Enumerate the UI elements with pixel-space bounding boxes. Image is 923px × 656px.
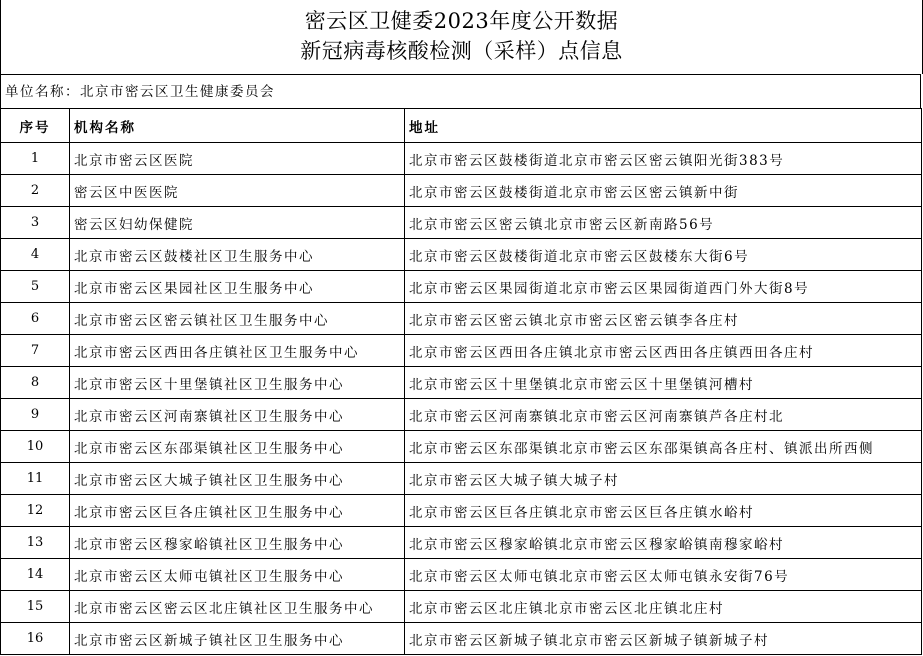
row-address: 北京市密云区东邵渠镇北京市密云区东邵渠镇高各庄村、镇派出所西侧 <box>405 431 922 463</box>
row-name: 北京市密云区大城子镇社区卫生服务中心 <box>70 463 405 495</box>
row-address: 北京市密云区密云镇北京市密云区密云镇李各庄村 <box>405 303 922 335</box>
row-address: 北京市密云区巨各庄镇北京市密云区巨各庄镇水峪村 <box>405 495 922 527</box>
sampling-sites-table <box>0 108 922 655</box>
row-no: 3 <box>1 207 70 239</box>
table-row <box>1 527 922 559</box>
row-name: 北京市密云区果园社区卫生服务中心 <box>70 271 405 303</box>
row-name: 北京市密云区河南寨镇社区卫生服务中心 <box>70 399 405 431</box>
row-no: 10 <box>1 431 70 463</box>
table-row <box>1 207 922 239</box>
unit-name: 单位名称：北京市密云区卫生健康委员会 <box>0 74 921 108</box>
row-no: 1 <box>1 143 70 175</box>
table-row <box>1 239 922 271</box>
header-address: 地址 <box>405 109 922 143</box>
table-row <box>1 623 922 655</box>
row-no: 8 <box>1 367 70 399</box>
row-name: 北京市密云区穆家峪镇社区卫生服务中心 <box>70 527 405 559</box>
table-row <box>1 335 922 367</box>
table-row <box>1 303 922 335</box>
row-address: 北京市密云区十里堡镇北京市密云区十里堡镇河槽村 <box>405 367 922 399</box>
row-address: 北京市密云区密云镇北京市密云区新南路56号 <box>405 207 922 239</box>
row-address: 北京市密云区穆家峪镇北京市密云区穆家峪镇南穆家峪村 <box>405 527 922 559</box>
table-row <box>1 463 922 495</box>
row-name: 北京市密云区东邵渠镇社区卫生服务中心 <box>70 431 405 463</box>
document-header <box>0 0 923 74</box>
row-address: 北京市密云区鼓楼街道北京市密云区密云镇阳光街383号 <box>405 143 922 175</box>
row-name: 北京市密云区西田各庄镇社区卫生服务中心 <box>70 335 405 367</box>
row-address: 北京市密云区大城子镇大城子村 <box>405 463 922 495</box>
row-no: 13 <box>1 527 70 559</box>
table-row <box>1 431 922 463</box>
row-name: 北京市密云区医院 <box>70 143 405 175</box>
title-line-1: 密云区卫健委2023年度公开数据 <box>304 9 619 33</box>
row-address: 北京市密云区太师屯镇北京市密云区太师屯镇永安街76号 <box>405 559 922 591</box>
table-row <box>1 143 922 175</box>
row-address: 北京市密云区河南寨镇北京市密云区河南寨镇芦各庄村北 <box>405 399 922 431</box>
row-address: 北京市密云区果园街道北京市密云区果园街道西门外大街8号 <box>405 271 922 303</box>
row-name: 北京市密云区十里堡镇社区卫生服务中心 <box>70 367 405 399</box>
row-name: 北京市密云区新城子镇社区卫生服务中心 <box>70 623 405 655</box>
table-row <box>1 495 922 527</box>
row-no: 9 <box>1 399 70 431</box>
row-no: 5 <box>1 271 70 303</box>
table-row <box>1 559 922 591</box>
header-name: 机构名称 <box>70 109 405 143</box>
table-header-row <box>1 109 922 143</box>
row-no: 15 <box>1 591 70 623</box>
row-address: 北京市密云区新城子镇北京市密云区新城子镇新城子村 <box>405 623 922 655</box>
row-no: 4 <box>1 239 70 271</box>
row-no: 2 <box>1 175 70 207</box>
row-name: 密云区中医医院 <box>70 175 405 207</box>
row-no: 11 <box>1 463 70 495</box>
table-row <box>1 399 922 431</box>
row-no: 6 <box>1 303 70 335</box>
row-name: 北京市密云区鼓楼社区卫生服务中心 <box>70 239 405 271</box>
row-no: 12 <box>1 495 70 527</box>
row-address: 北京市密云区北庄镇北京市密云区北庄镇北庄村 <box>405 591 922 623</box>
row-no: 14 <box>1 559 70 591</box>
row-no: 16 <box>1 623 70 655</box>
row-name: 北京市密云区密云镇社区卫生服务中心 <box>70 303 405 335</box>
table-row <box>1 367 922 399</box>
table-row <box>1 271 922 303</box>
row-no: 7 <box>1 335 70 367</box>
table-row <box>1 591 922 623</box>
row-address: 北京市密云区鼓楼街道北京市密云区密云镇新中街 <box>405 175 922 207</box>
row-name: 北京市密云区密云区北庄镇社区卫生服务中心 <box>70 591 405 623</box>
header-no: 序号 <box>1 109 70 143</box>
table-row <box>1 175 922 207</box>
row-name: 北京市密云区太师屯镇社区卫生服务中心 <box>70 559 405 591</box>
row-address: 北京市密云区鼓楼街道北京市密云区鼓楼东大街6号 <box>405 239 922 271</box>
row-name: 密云区妇幼保健院 <box>70 207 405 239</box>
row-name: 北京市密云区巨各庄镇社区卫生服务中心 <box>70 495 405 527</box>
title-line-2: 新冠病毒核酸检测（采样）点信息 <box>300 39 623 63</box>
row-address: 北京市密云区西田各庄镇北京市密云区西田各庄镇西田各庄村 <box>405 335 922 367</box>
